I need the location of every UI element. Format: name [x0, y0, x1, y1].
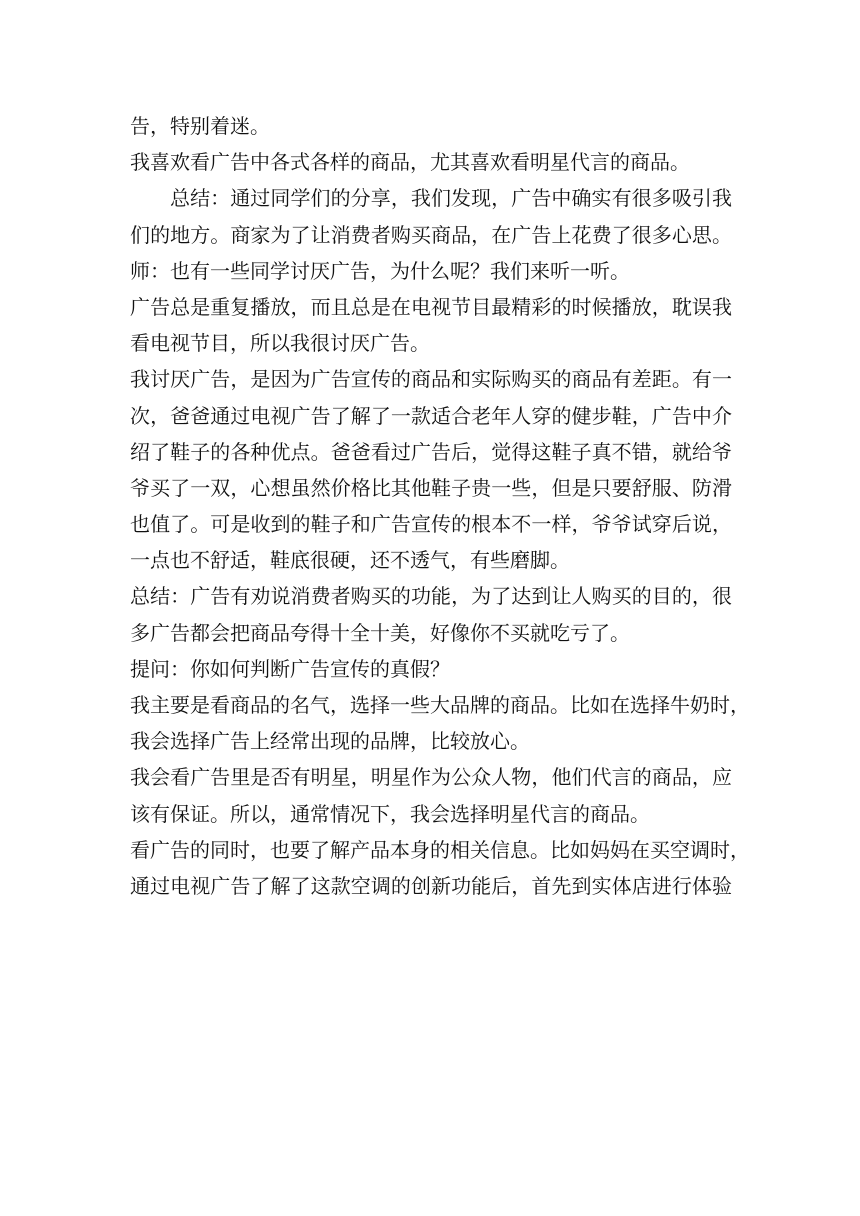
- text-line-15: 多广告都会把商品夸得十全十美，好像你不买就吃亏了。: [130, 620, 630, 645]
- text-line-10: 绍了鞋子的各种优点。爸爸看过广告后，觉得这鞋子真不错，就给爷: [130, 439, 732, 464]
- text-line-3: 总结：通过同学们的分享，我们发现，广告中确实有很多吸引我: [170, 186, 732, 211]
- text-line-6: 广告总是重复播放，而且总是在电视节目最精彩的时候播放，耽误我: [130, 294, 732, 319]
- text-line-11: 爷买了一双，心想虽然价格比其他鞋子贵一些，但是只要舒服、防滑: [130, 475, 732, 500]
- text-line-7: 看电视节目，所以我很讨厌广告。: [130, 331, 430, 356]
- text-line-5: 师：也有一些同学讨厌广告，为什么呢？我们来听一听。: [130, 258, 630, 283]
- document-page: [130, 108, 750, 904]
- text-line-19: 我会看广告里是否有明星，明星作为公众人物，他们代言的商品，应: [130, 765, 732, 790]
- text-line-14: 总结：广告有劝说消费者购买的功能，为了达到让人购买的目的，很: [130, 584, 732, 609]
- text-line-20: 该有保证。所以，通常情况下，我会选择明星代言的商品。: [130, 801, 650, 826]
- text-line-4: 们的地方。商家为了让消费者购买商品，在广告上花费了很多心思。: [130, 222, 732, 247]
- text-line-18: 我会选择广告上经常出现的品牌，比较放心。: [130, 729, 530, 754]
- text-line-22: 通过电视广告了解了这款空调的创新功能后，首先到实体店进行体验: [130, 873, 732, 898]
- text-line-17: 我主要是看商品的名气，选择一些大品牌的商品。比如在选择牛奶时，: [130, 693, 750, 717]
- text-line-2: 我喜欢看广告中各式各样的商品，尤其喜欢看明星代言的商品。: [130, 150, 690, 175]
- text-line-13: 一点也不舒适，鞋底很硬，还不透气，有些磨脚。: [130, 548, 570, 573]
- text-line-8: 我讨厌广告，是因为广告宣传的商品和实际购买的商品有差距。有一: [130, 367, 732, 392]
- text-line-1: 告，特别着迷。: [130, 114, 270, 138]
- text-line-21: 看广告的同时，也要了解产品本身的相关信息。比如妈妈在买空调时，: [130, 837, 750, 862]
- text-line-9: 次，爸爸通过电视广告了解了一款适合老年人穿的健步鞋，广告中介: [130, 403, 732, 428]
- text-line-12: 也值了。可是收到的鞋子和广告宣传的根本不一样，爷爷试穿后说，: [130, 512, 732, 537]
- text-line-16: 提问：你如何判断广告宣传的真假？: [130, 656, 450, 681]
